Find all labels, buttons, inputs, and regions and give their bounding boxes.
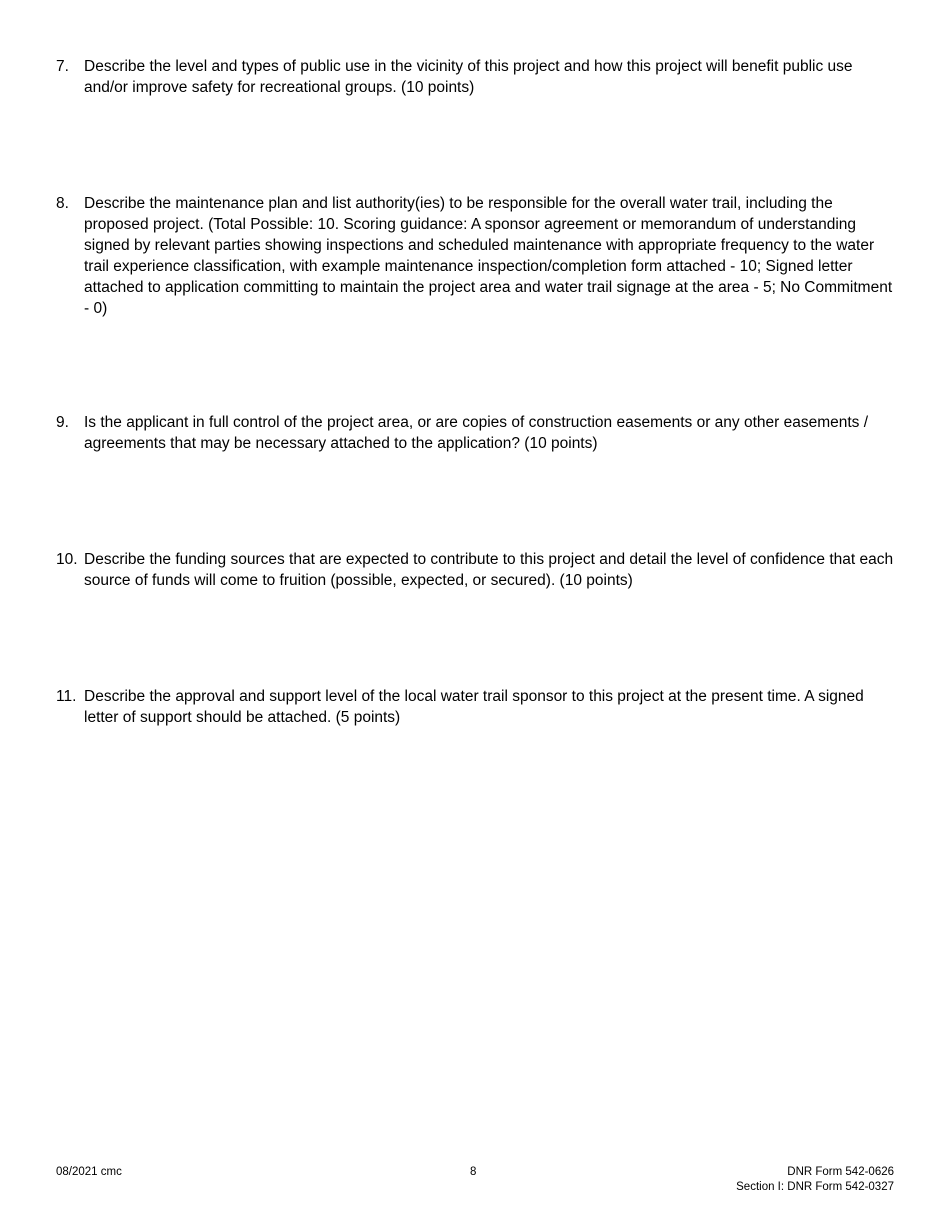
question-7 <box>56 56 896 98</box>
question-text: Describe the level and types of public use in the vicinity of this project and how this project will benefit public use and/or improve safety for recreational groups. (10 points) <box>84 58 853 96</box>
question-9 <box>56 412 896 454</box>
question-number: 10. <box>56 551 78 568</box>
section-form-number: Section I: DNR Form 542-0327 <box>736 1181 894 1193</box>
question-text: Describe the approval and support level of the local water trail sponsor to this project at the present time. A signed letter of support should be attached. (5 points) <box>84 688 864 726</box>
question-text: Is the applicant in full control of the project area, or are copies of construction easements or any other easements / agreements that may be necessary attached to the application? (10 points) <box>84 414 869 452</box>
page-number: 8 <box>470 1166 477 1178</box>
question-11 <box>56 686 896 728</box>
question-text: Describe the maintenance plan and list authority(ies) to be responsible for the overall water trail, including the proposed project. (Total Possible: 10. Scoring guidance: A sponsor agreement or memorandum of understanding signed by relevant parties showing inspections and scheduled maintenance with appropriate frequency to the water trail experience classification, with example maintenance inspection/completion form attached - 10; Signed letter attached to application committing to maintain the project area and water trail signage at the area - 5; No Commitment - 0) <box>84 195 893 317</box>
form-number: DNR Form 542-0626 <box>787 1166 894 1178</box>
question-number: 7. <box>56 58 69 75</box>
question-10 <box>56 549 896 591</box>
question-number: 11. <box>56 688 77 705</box>
question-8 <box>56 193 896 319</box>
question-text: Describe the funding sources that are expected to contribute to this project and detail the level of confidence that each source of funds will come to fruition (possible, expected, or secured). (10 points) <box>84 551 894 589</box>
footer-date: 08/2021 cmc <box>56 1166 122 1178</box>
footer-form-info <box>736 1165 894 1195</box>
question-number: 8. <box>56 195 69 212</box>
question-number: 9. <box>56 414 69 431</box>
